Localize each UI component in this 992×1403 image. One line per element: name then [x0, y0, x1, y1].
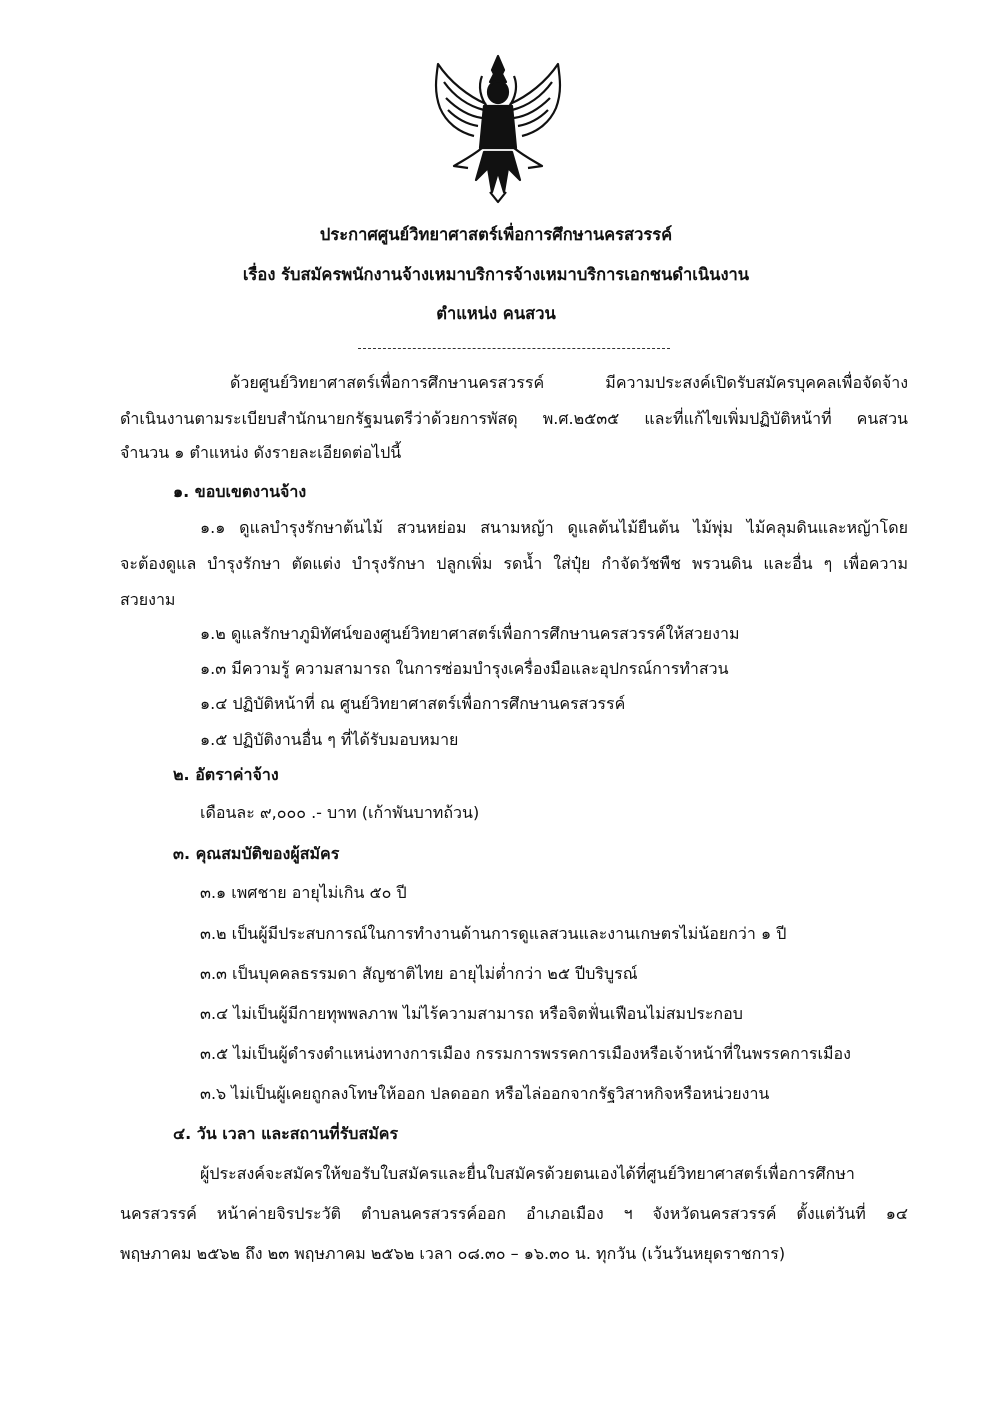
announcement-position: ตำแหน่ง คนสวน	[436, 304, 556, 323]
list-item: ๓.๖ ไม่เป็นผู้เคยถูกลงโทษให้ออก ปลดออก หรือไล่ออกจากรัฐวิสาหกิจหรือหน่วยงาน	[200, 1084, 770, 1103]
section-heading: ๑. ขอบเขตงานจ้าง	[173, 482, 307, 501]
list-item: ๓.๕ ไม่เป็นผู้ดำรงตำแหน่งทางการเมือง กรรมการพรรคการเมืองหรือเจ้าหน้าที่ในพรรคการเมือง	[200, 1044, 851, 1063]
wage-text: เดือนละ ๙,๐๐๐ .- บาท (เก้าพันบาทถ้วน)	[200, 803, 480, 822]
list-item: ๑.๒ ดูแลรักษาภูมิทัศน์ของศูนย์วิทยาศาสตร์เพื่อการศึกษานครสวรรค์ให้สวยงาม	[200, 624, 740, 643]
paragraph-line: พฤษภาคม ๒๕๖๒ ถึง ๒๓ พฤษภาคม ๒๕๖๒ เวลา ๐๘.๓๐ – ๑๖.๓๐ น. ทุกวัน (เว้นวันหยุดราชการ)	[120, 1244, 786, 1263]
paragraph-line: นครสวรรค์ หน้าค่ายจิรประวัติ ตำบลนครสวรรค์ออก อำเภอเมือง ฯ จังหวัดนครสวรรค์ ตั้งแต่วันที่ ๑๔	[120, 1204, 908, 1223]
list-item-continued: จะต้องดูแล บำรุงรักษา ตัดแต่ง บำรุงรักษา ปลูกเพิ่ม รดน้ำ ใส่ปุ๋ย กำจัดวัชพืช พรวนดิน และอื่น ๆ เพื่อความ	[120, 554, 908, 573]
list-item-continued: สวยงาม	[120, 590, 176, 609]
list-item: ๓.๒ เป็นผู้มีประสบการณ์ในการทำงานด้านการดูแลสวนและงานเกษตรไม่น้อยกว่า ๑ ปี	[200, 924, 787, 943]
list-item: ๑.๔ ปฏิบัติหน้าที่ ณ ศูนย์วิทยาศาสตร์เพื่อการศึกษานครสวรรค์	[200, 694, 626, 713]
paragraph-line: ผู้ประสงค์จะสมัครให้ขอรับใบสมัครและยื่นใบสมัครด้วยตนเองได้ที่ศูนย์วิทยาศาสตร์เพื่อการศึกษา	[200, 1164, 855, 1183]
list-item: ๑.๕ ปฏิบัติงานอื่น ๆ ที่ได้รับมอบหมาย	[200, 730, 459, 749]
divider	[358, 348, 670, 349]
intro-line: จำนวน ๑ ตำแหน่ง ดังรายละเอียดต่อไปนี้	[120, 443, 402, 462]
list-item: ๓.๓ เป็นบุคคลธรรมดา สัญชาติไทย อายุไม่ต่ำกว่า ๒๕ ปีบริบูรณ์	[200, 964, 638, 983]
intro-line: ด้วยศูนย์วิทยาศาสตร์เพื่อการศึกษานครสวรรค์ มีความประสงค์เปิดรับสมัครบุคคลเพื่อจัดจ้าง	[230, 373, 908, 392]
garuda-emblem-icon	[428, 52, 568, 204]
announcement-title: ประกาศศูนย์วิทยาศาสตร์เพื่อการศึกษานครสวรรค์	[319, 225, 673, 244]
section-heading: ๔. วัน เวลา และสถานที่รับสมัคร	[173, 1124, 399, 1143]
list-item: ๓.๑ เพศชาย อายุไม่เกิน ๕๐ ปี	[200, 883, 407, 902]
list-item: ๑.๑ ดูแลบำรุงรักษาต้นไม้ สวนหย่อม สนามหญ้า ดูแลต้นไม้ยืนต้น ไม้พุ่ม ไม้คลุมดินและหญ้าโดย	[200, 518, 908, 537]
section-heading: ๓. คุณสมบัติของผู้สมัคร	[173, 844, 340, 863]
list-item: ๓.๔ ไม่เป็นผู้มีกายทุพพลภาพ ไม่ไร้ความสามารถ หรือจิตฟั่นเฟือนไม่สมประกอบ	[200, 1004, 743, 1023]
section-heading: ๒. อัตราค่าจ้าง	[173, 765, 279, 784]
announcement-subject: เรื่อง รับสมัครพนักงานจ้างเหมาบริการจ้างเหมาบริการเอกชนดำเนินงาน	[242, 265, 750, 284]
intro-line: ดำเนินงานตามระเบียบสำนักนายกรัฐมนตรีว่าด้วยการพัสดุ พ.ศ.๒๕๓๕ และที่แก้ไขเพิ่มปฏิบัติหน้าที่ คนสวน	[120, 409, 908, 428]
list-item: ๑.๓ มีความรู้ ความสามารถ ในการซ่อมบำรุงเครื่องมือและอุปกรณ์การทำสวน	[200, 659, 729, 678]
